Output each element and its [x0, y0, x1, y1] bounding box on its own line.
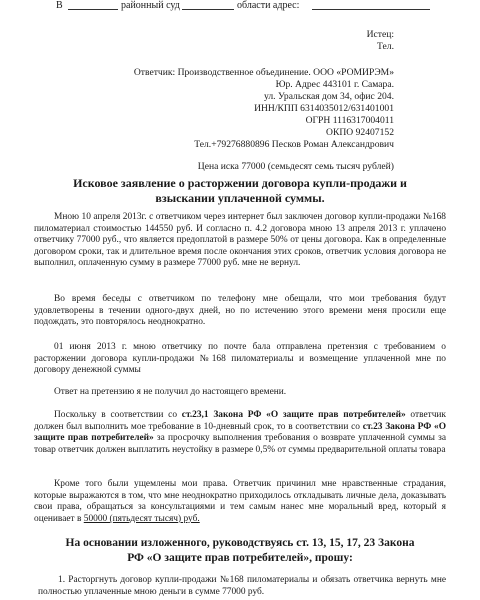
paragraph-phone [34, 294, 446, 329]
paragraph-contract [34, 212, 446, 270]
paragraph-claim [34, 342, 446, 377]
region-blank [182, 0, 234, 10]
moral-damage-amount: 50000 (пятьдесят тысяч) руб. [83, 513, 200, 524]
request-item-1-text: 1. Расторгнуть договор купли-продажи №168 пиломатериалы и обязать ответчика вернуть мне полностью уплаченные мною деньги в сумме 77000 руб. [38, 575, 446, 597]
defendant-okpo: ОКПО 92407152 [326, 127, 394, 138]
paragraph-penalty [34, 410, 446, 456]
request-basis-line-2: РФ «О защите прав потребителей», прошу: [127, 552, 353, 564]
penalty-text-e: за просрочку выполнения требования о возврате уплаченной суммы за товар ответчик должен выплатить неустойку в размере 0,5% от суммы предварительной оплаты товара [34, 433, 446, 455]
defendant-inn: ИНН/КПП 6314035012/631401001 [254, 103, 394, 114]
penalty-text-c: ответчик должен был выполнить мое требование в 10-дневный срок, то в соответствии со [34, 410, 446, 432]
paragraph-no-answer-text: Ответ на претензию я не получил до настоящего времени. [54, 387, 287, 397]
paragraph-claim-text: 01 июня 2013 г. мною ответчику по почте бала отправлена претензия с требованием о расторжении договора купли-продажи №168 пиломатериалы и возмещение уплаченной мне по договору денежной суммы [34, 342, 446, 376]
defendant-phone: Тел.+79276880896 Песков Роман Александрович [194, 139, 394, 150]
law-reference-23-1: ст.23,1 Закона РФ «О защите прав потребителей» [181, 410, 406, 420]
defendant-name: Ответчик: Производственное объединение. ООО «РОМИРЭМ» [133, 67, 394, 78]
penalty-text-a: Поскольку в соответствии со [54, 410, 182, 420]
request-item-1 [38, 575, 446, 598]
paragraph-contract-text: Мною 10 апреля 2013г. с ответчиком через интернет был заключен договор купли-продажи №168 пиломатериал стоимостью 144550 руб. И согласно п. 4.2 договора мною 13 апреля 2013 г. уплачено ответчику 77000 руб., что является предоплатой в размере 50% от цены договора. Как в определенные договором сроки, так и длительное время после окончания этих сроков, ответчик условия договора не выполнил, оплаченную сумму в размере 77000 руб. мне не вернул. [34, 212, 446, 269]
phone-label: Тел. [377, 41, 394, 52]
paragraph-phone-text: Во время беседы с ответчиком по телефону мне обещали, что мои требования будут удовлетворены в течении одного-двух дней, но по истечению этого времени меня просили еще подождать, это повторялось неоднократно. [34, 294, 446, 328]
document-title [40, 176, 440, 206]
court-name-blank [68, 0, 118, 10]
moral-damage-text: Кроме того были ущемлены мои права. Ответчик причинил мне нравственные страдания, которые выражаются в том, что мне неоднократно приходилось откладывать личные дела, доказывать свои права, обращаться за консультациями и тем самым нанес мне моральный вред, который я оценивает в [34, 479, 446, 524]
court-region: области адрес: [237, 0, 300, 11]
paragraph-no-answer [34, 387, 446, 399]
paragraph-moral-damage [34, 479, 446, 525]
title-line-1: Исковое заявление о расторжении договора купли-продажи и [73, 176, 407, 190]
address-blank [312, 0, 430, 10]
court-prefix: В [56, 0, 63, 11]
request-basis-line-1: На основании изложенного, руководствуясь ст. 13, 15, 17, 23 Закона [65, 537, 415, 549]
defendant-street: ул. Уральская дом 34, офис 204. [263, 91, 394, 102]
claim-price: Цена иска 77000 (семьдесят семь тысяч рублей) [197, 161, 394, 172]
law-reference-23: ст.23 Закона РФ «О защите прав потребителей» [34, 421, 446, 444]
request-basis [34, 536, 446, 566]
defendant-address: Юр. Адрес 443101 г. Самара. [275, 79, 394, 90]
title-line-2: взыскании уплаченной суммы. [155, 191, 325, 205]
plaintiff-label: Истец: [366, 29, 394, 40]
court-mid: районный суд [121, 0, 180, 11]
defendant-ogrn: ОГРН 1116317004011 [305, 115, 394, 126]
